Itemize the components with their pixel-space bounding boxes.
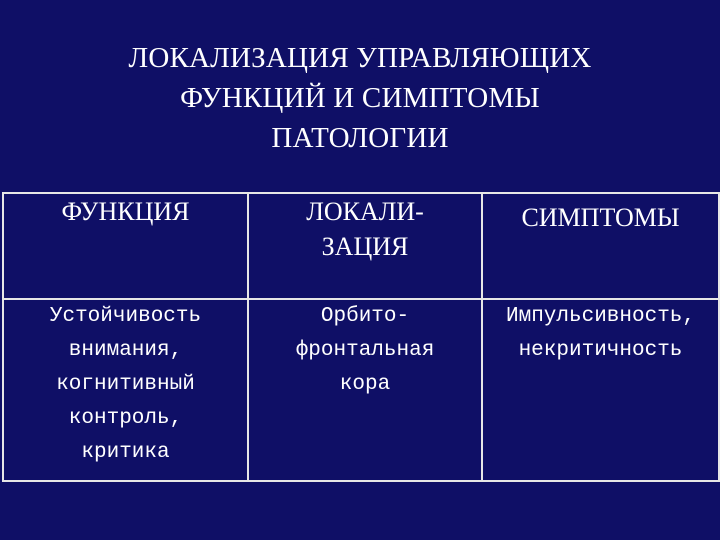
title-line-2: ФУНКЦИЙ И СИМПТОМЫ — [180, 82, 540, 114]
function-line-4: контроль, — [68, 407, 183, 430]
localization-line-1: Орбито- — [320, 305, 410, 328]
header-localization-line-1: ЛОКАЛИ- — [306, 197, 424, 226]
title-line-1: ЛОКАЛИЗАЦИЯ УПРАВЛЯЮЩИХ — [128, 42, 592, 74]
function-line-1: Устойчивость — [49, 305, 202, 328]
slide-title — [0, 38, 720, 158]
header-function-text: ФУНКЦИЯ — [61, 197, 190, 226]
header-function — [3, 193, 248, 299]
functions-table — [2, 192, 720, 482]
symptoms-line-2: некритичность — [518, 339, 683, 362]
cell-symptoms — [482, 299, 719, 481]
function-line-2: внимания, — [68, 339, 183, 362]
cell-function — [3, 299, 248, 481]
localization-line-2: фронтальная — [295, 339, 435, 362]
symptoms-line-1: Импульсивность, — [505, 305, 696, 328]
header-localization — [248, 193, 482, 299]
title-line-3: ПАТОЛОГИИ — [271, 122, 449, 154]
table-row — [3, 299, 719, 481]
header-symptoms-text: СИМПТОМЫ — [521, 203, 680, 232]
cell-localization — [248, 299, 482, 481]
header-localization-line-2: ЗАЦИЯ — [321, 232, 409, 261]
table-header-row — [3, 193, 719, 299]
function-line-5: критика — [81, 441, 170, 464]
header-symptoms — [482, 193, 719, 299]
localization-line-3: кора — [339, 373, 391, 396]
function-line-3: когнитивный — [56, 373, 195, 396]
